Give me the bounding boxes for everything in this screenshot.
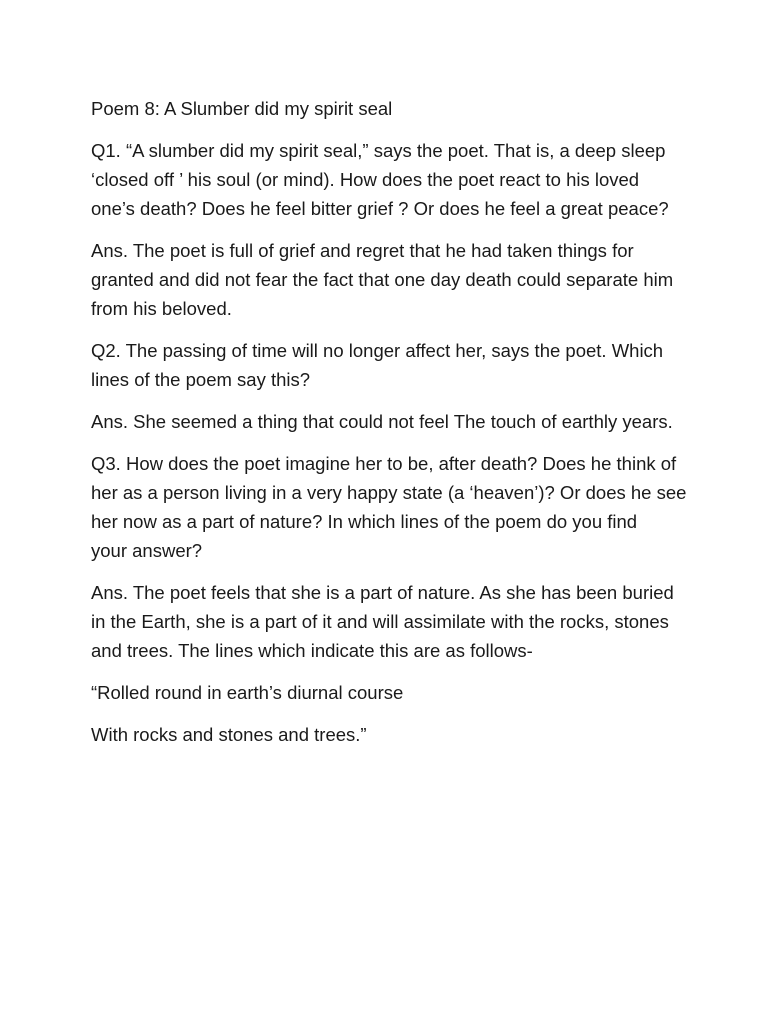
text-line: Q2. The passing of time will no longer affect her, says the poet. Which <box>91 340 664 361</box>
question-2 <box>91 336 691 394</box>
quote-line-2 <box>91 720 691 749</box>
text-line: Ans. The poet feels that she is a part of nature. As she has been buried <box>91 582 674 603</box>
text-line: With rocks and stones and trees.” <box>91 724 367 745</box>
document-title <box>91 94 691 123</box>
text-line: her now as a part of nature? In which lines of the poem do you find <box>91 511 638 532</box>
text-line: from his beloved. <box>91 298 232 319</box>
text-line: Q1. “A slumber did my spirit seal,” says the poet. That is, a deep sleep <box>91 140 666 161</box>
answer-1 <box>91 236 691 323</box>
question-1 <box>91 136 691 223</box>
text-line: “Rolled round in earth’s diurnal course <box>91 682 404 703</box>
text-line: and trees. The lines which indicate this are as follows- <box>91 640 533 661</box>
text-line: one’s death? Does he feel bitter grief ? Or does he feel a great peace? <box>91 198 669 219</box>
text-line: granted and did not fear the fact that one day death could separate him <box>91 269 674 290</box>
text-line: lines of the poem say this? <box>91 369 311 390</box>
text-line: Ans. She seemed a thing that could not feel The touch of earthly years. <box>91 411 673 432</box>
title-line: Poem 8: A Slumber did my spirit seal <box>91 98 393 119</box>
answer-3 <box>91 578 691 665</box>
question-3 <box>91 449 691 565</box>
text-line: your answer? <box>91 540 203 561</box>
text-line: Q3. How does the poet imagine her to be, after death? Does he think of <box>91 453 677 474</box>
quote-line-1 <box>91 678 691 707</box>
document-body <box>91 94 691 762</box>
text-line: ‘closed off ’ his soul (or mind). How does the poet react to his loved <box>91 169 640 190</box>
answer-2 <box>91 407 691 436</box>
text-line: in the Earth, she is a part of it and will assimilate with the rocks, stones <box>91 611 669 632</box>
text-line: Ans. The poet is full of grief and regret that he had taken things for <box>91 240 634 261</box>
text-line: her as a person living in a very happy state (a ‘heaven’)? Or does he see <box>91 482 687 503</box>
